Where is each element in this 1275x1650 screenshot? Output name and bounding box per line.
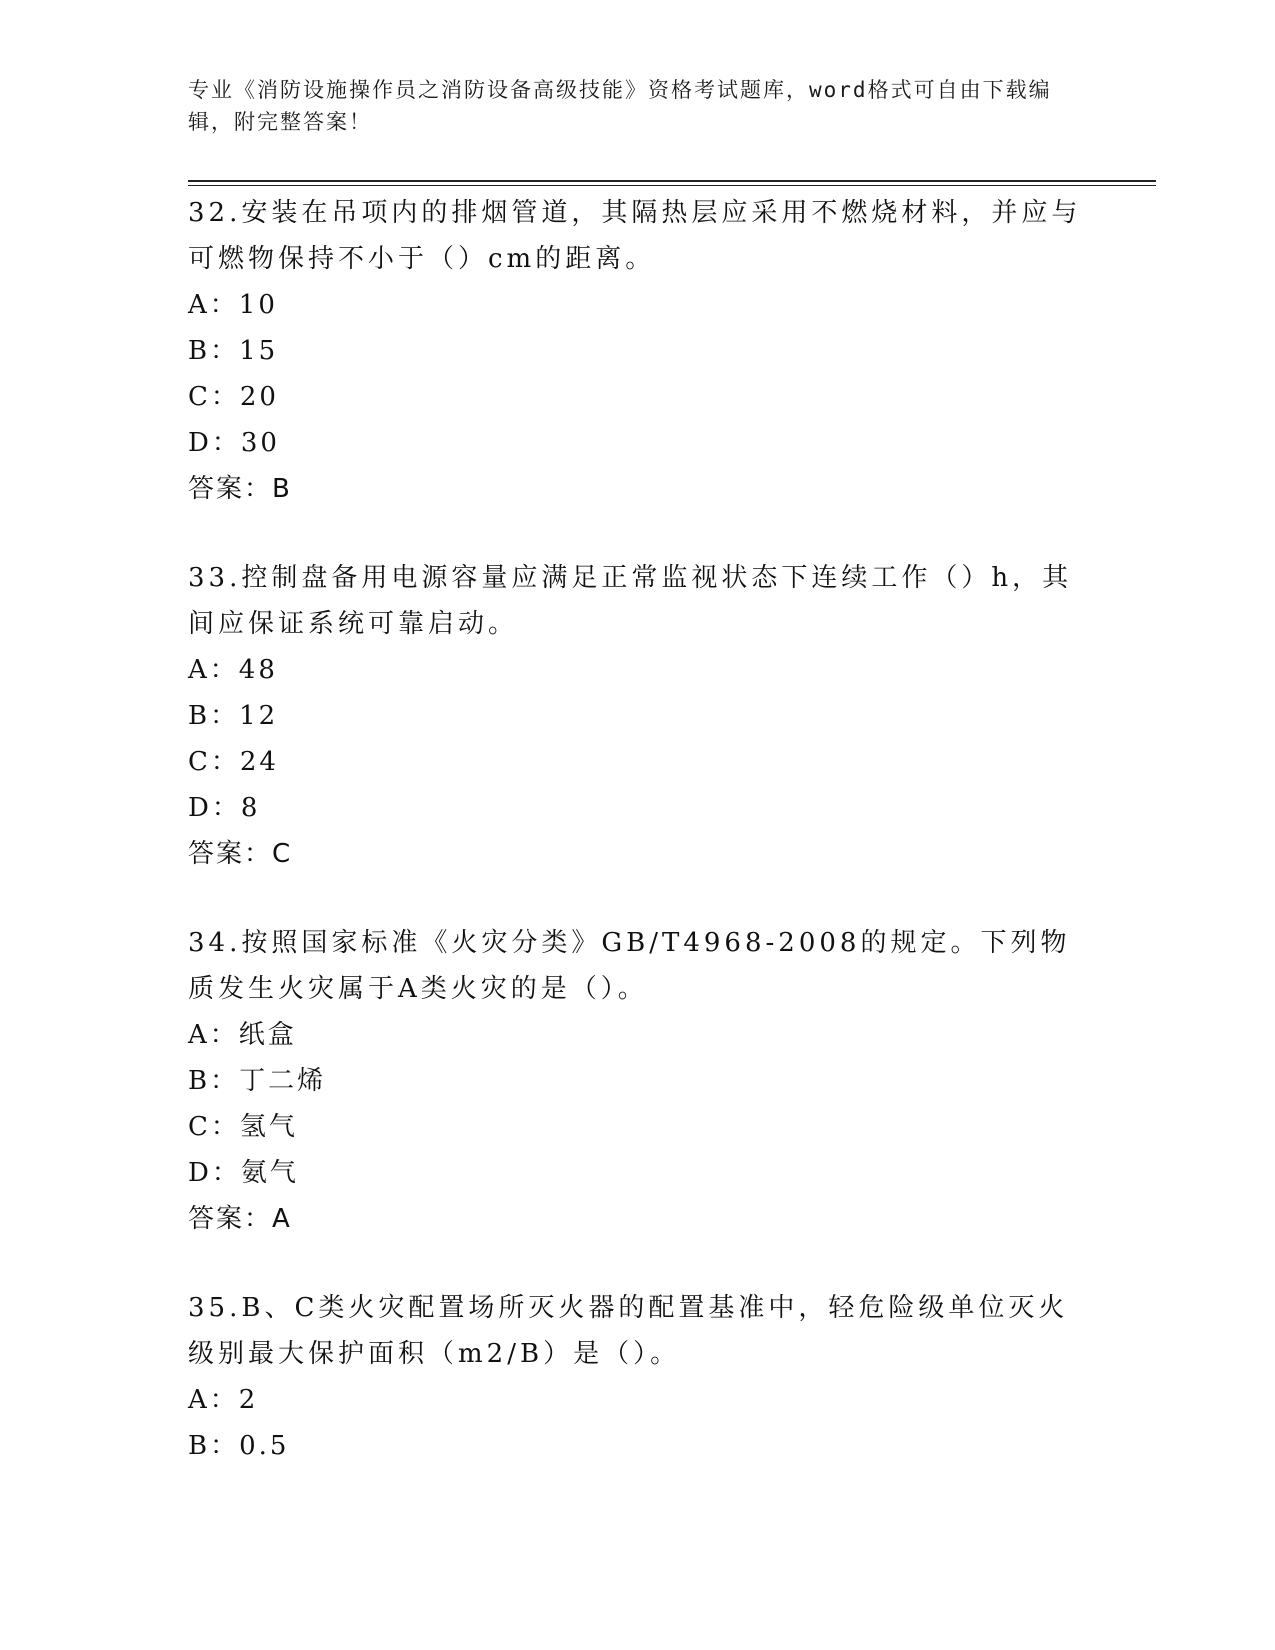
option-b: B：0.5 (188, 1431, 290, 1461)
option-b: B：12 (188, 701, 279, 731)
answer: 答案：A (188, 1204, 292, 1234)
option-a: A：48 (188, 655, 278, 685)
question-32 (188, 190, 1088, 512)
option-c: C：20 (188, 382, 279, 412)
option-b: B：15 (188, 336, 279, 366)
option-c: C：氢气 (188, 1112, 298, 1142)
option-d: D：8 (188, 793, 261, 823)
option-d: D：氨气 (188, 1158, 299, 1188)
header-divider-top (188, 180, 1156, 182)
question-34 (188, 920, 1088, 1242)
question-stem: 35.B、C类火灾配置场所灭火器的配置基准中，轻危险级单位灭火级别最大保护面积（m2/B）是（）。 (188, 1293, 1069, 1369)
question-33 (188, 555, 1088, 877)
answer: 答案：C (188, 839, 293, 869)
option-b: B：丁二烯 (188, 1066, 327, 1096)
question-stem: 33.控制盘备用电源容量应满足正常监视状态下连续工作（）h，其间应保证系统可靠启动。 (188, 563, 1073, 639)
option-a: A：10 (188, 290, 278, 320)
question-stem: 32.安装在吊项内的排烟管道，其隔热层应采用不燃烧材料，并应与可燃物保持不小于（）cm的距离。 (188, 198, 1082, 274)
option-c: C：24 (188, 747, 279, 777)
question-35 (188, 1285, 1088, 1469)
option-a: A：纸盒 (188, 1020, 297, 1050)
header-divider-bottom (188, 185, 1156, 186)
document-header: 专业《消防设施操作员之消防设备高级技能》资格考试题库，word格式可自由下载编辑，附完整答案！ (188, 78, 1052, 134)
option-d: D：30 (188, 428, 280, 458)
option-a: A：2 (188, 1385, 259, 1415)
answer: 答案：B (188, 474, 292, 504)
question-stem: 34.按照国家标准《火灾分类》GB/T4968-2008的规定。下列物质发生火灾属于A类火灾的是（）。 (188, 928, 1071, 1004)
